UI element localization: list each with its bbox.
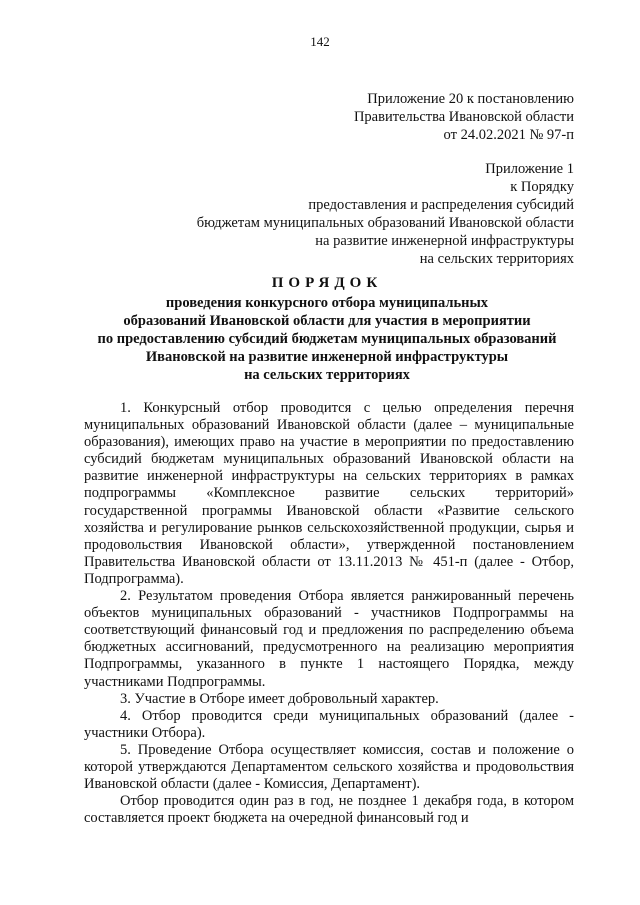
paragraph-3: 3. Участие в Отборе имеет добровольный характер. <box>120 690 439 707</box>
paragraph-1: 1. Конкурсный отбор проводится с целью определения перечня муниципальных образований Ивановской области (далее – муниципальные образования), имеющих право на участие в мероприятии по предоставлению субсидий бюджетам муниципальных образований Ивановской области на развитие инженерной инфраструктуры на сельских территориях в рамках подпрограммы «Комплексное развитие сельских территорий» государственной программы Ивановской области «Развитие сельского хозяйства и регулирование рынков сельскохозяйственной продукции, сырья и продовольствия Ивановской области», утвержденной постановлением Правительства Ивановской области от 13.11.2013 № 451-п (далее - Отбор, Подпрограмма). <box>84 400 574 587</box>
appendix-sub-line: Приложение 1 <box>485 161 574 177</box>
document-title <box>80 272 574 384</box>
paragraph-6: Отбор проводится один раз в год, не позднее 1 декабря года, в котором составляется проект бюджета на очередной финансовый год и <box>84 793 574 827</box>
appendix-sub-line: на сельских территориях <box>419 251 574 267</box>
appendix-sub-line: бюджетам муниципальных образований Ивановской области <box>196 215 574 231</box>
appendix-sub-line: на развитие инженерной инфраструктуры <box>315 233 574 249</box>
page-number: 142 <box>310 34 330 49</box>
appendix-main-line: Приложение 20 к постановлению <box>367 91 574 107</box>
appendix-main-header <box>80 90 574 144</box>
appendix-main-line: Правительства Ивановской области <box>353 109 574 125</box>
appendix-sub-line: предоставления и распределения субсидий <box>308 197 574 213</box>
appendix-sub-line: к Порядку <box>510 179 574 195</box>
appendix-main-line: от 24.02.2021 № 97-п <box>443 127 574 143</box>
title-heading: ПОРЯДОК <box>271 275 383 291</box>
paragraph-5: 5. Проведение Отбора осуществляет комиссия, состав и положение о которой утверждаются Департаментом сельского хозяйства и продовольствия Ивановской области (далее - Комиссия, Департамент). <box>84 741 574 793</box>
subtitle-line: Ивановской на развитие инженерной инфраструктуры <box>145 349 509 365</box>
paragraph-2: 2. Результатом проведения Отбора является ранжированный перечень объектов муниципальных образований - участников Подпрограммы на соответствующий финансовый год и предложения по распределению объема бюджетных ассигнований, предусмотренного на реализацию мероприятия Подпрограммы, указанного в пункте 1 настоящего Порядка, между участниками Подпрограммы. <box>84 588 574 690</box>
title-subtitle <box>80 294 574 384</box>
appendix-sub-header <box>80 160 574 268</box>
subtitle-line: на сельских территориях <box>244 367 410 383</box>
document-body <box>84 400 574 827</box>
subtitle-line: по предоставлению субсидий бюджетам муниципальных образований <box>97 331 557 347</box>
paragraph-4: 4. Отбор проводится среди муниципальных образований (далее - участники Отбора). <box>84 707 574 741</box>
subtitle-line: образований Ивановской области для участия в мероприятии <box>123 313 531 329</box>
subtitle-line: проведения конкурсного отбора муниципальных <box>165 295 489 311</box>
